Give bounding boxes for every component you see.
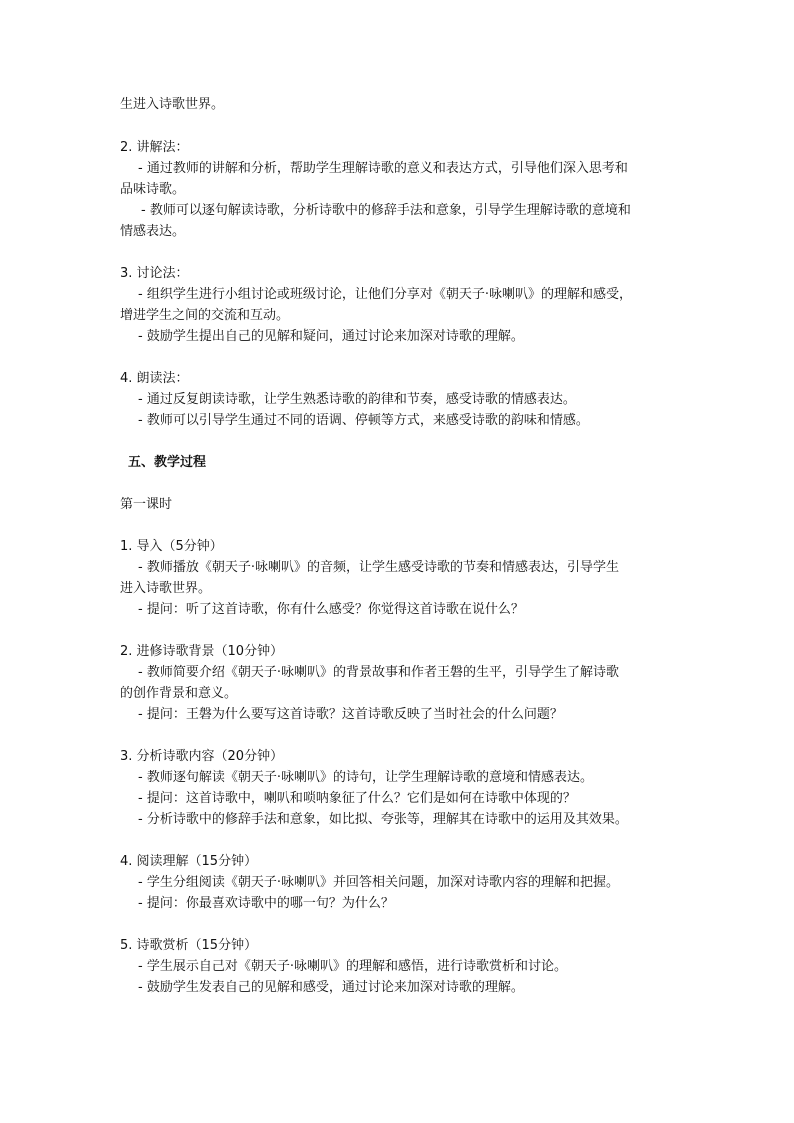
paragraph-line: 进入诗歌世界。 — [120, 581, 212, 596]
step-heading: 4. 阅读理解（15分钟） — [120, 854, 258, 869]
paragraph-line: 品味诗歌。 — [120, 182, 186, 197]
bullet-line: - 教师可以逐句解读诗歌，分析诗歌中的修辞手法和意象，引导学生理解诗歌的意境和 — [141, 203, 631, 218]
section-item-heading: 3. 讨论法： — [120, 266, 189, 281]
section-item-heading: 2. 讲解法： — [120, 140, 189, 155]
bullet-line: - 组织学生进行小组讨论或班级讨论，让他们分享对《朝天子·咏喇叭》的理解和感受， — [138, 287, 632, 302]
section-item-heading: 4. 朗读法： — [120, 371, 189, 386]
section-heading: 五、教学过程 — [128, 455, 207, 470]
bullet-line: - 通过教师的讲解和分析，帮助学生理解诗歌的意义和表达方式，引导他们深入思考和 — [138, 161, 628, 176]
bullet-line: - 提问：这首诗歌中，喇叭和唢呐象征了什么？它们是如何在诗歌中体现的？ — [138, 791, 576, 806]
bullet-line: - 分析诗歌中的修辞手法和意象，如比拟、夸张等，理解其在诗歌中的运用及其效果。 — [138, 812, 628, 827]
bullet-line: - 鼓励学生发表自己的见解和感受，通过讨论来加深对诗歌的理解。 — [138, 980, 524, 995]
bullet-line: - 学生展示自己对《朝天子·咏喇叭》的理解和感悟，进行诗歌赏析和讨论。 — [138, 959, 567, 974]
bullet-line: - 教师播放《朝天子·咏喇叭》的音频，让学生感受诗歌的节奏和情感表达，引导学生 — [138, 560, 619, 575]
step-heading: 5. 诗歌赏析（15分钟） — [120, 938, 258, 953]
step-heading: 3. 分析诗歌内容（20分钟） — [120, 749, 284, 764]
step-heading: 2. 进修诗歌背景（10分钟） — [120, 644, 284, 659]
paragraph-line: 情感表达。 — [120, 224, 186, 239]
bullet-line: - 学生分组阅读《朝天子·咏喇叭》并回答相关问题，加深对诗歌内容的理解和把握。 — [138, 875, 619, 890]
bullet-line: - 通过反复朗读诗歌，让学生熟悉诗歌的韵律和节奏，感受诗歌的情感表达。 — [138, 392, 576, 407]
bullet-line: - 教师可以引导学生通过不同的语调、停顿等方式，来感受诗歌的韵味和情感。 — [138, 413, 589, 428]
lesson-title: 第一课时 — [120, 497, 173, 512]
paragraph-line: 增进学生之间的交流和互动。 — [120, 308, 290, 323]
bullet-line: - 鼓励学生提出自己的见解和疑问，通过讨论来加深对诗歌的理解。 — [138, 329, 524, 344]
bullet-line: - 提问：王磐为什么要写这首诗歌？这首诗歌反映了当时社会的什么问题？ — [138, 707, 563, 722]
bullet-line: - 教师逐句解读《朝天子·咏喇叭》的诗句，让学生理解诗歌的意境和情感表达。 — [138, 770, 593, 785]
bullet-line: - 教师简要介绍《朝天子·咏喇叭》的背景故事和作者王磐的生平，引导学生了解诗歌 — [138, 665, 619, 680]
bullet-line: - 提问：你最喜欢诗歌中的哪一句？为什么？ — [138, 896, 394, 911]
bullet-line: - 提问：听了这首诗歌，你有什么感受？你觉得这首诗歌在说什么？ — [138, 602, 524, 617]
paragraph-line: 生进入诗歌世界。 — [120, 97, 225, 112]
paragraph-line: 的创作背景和意义。 — [120, 686, 238, 701]
step-heading: 1. 导入（5分钟） — [120, 539, 223, 554]
